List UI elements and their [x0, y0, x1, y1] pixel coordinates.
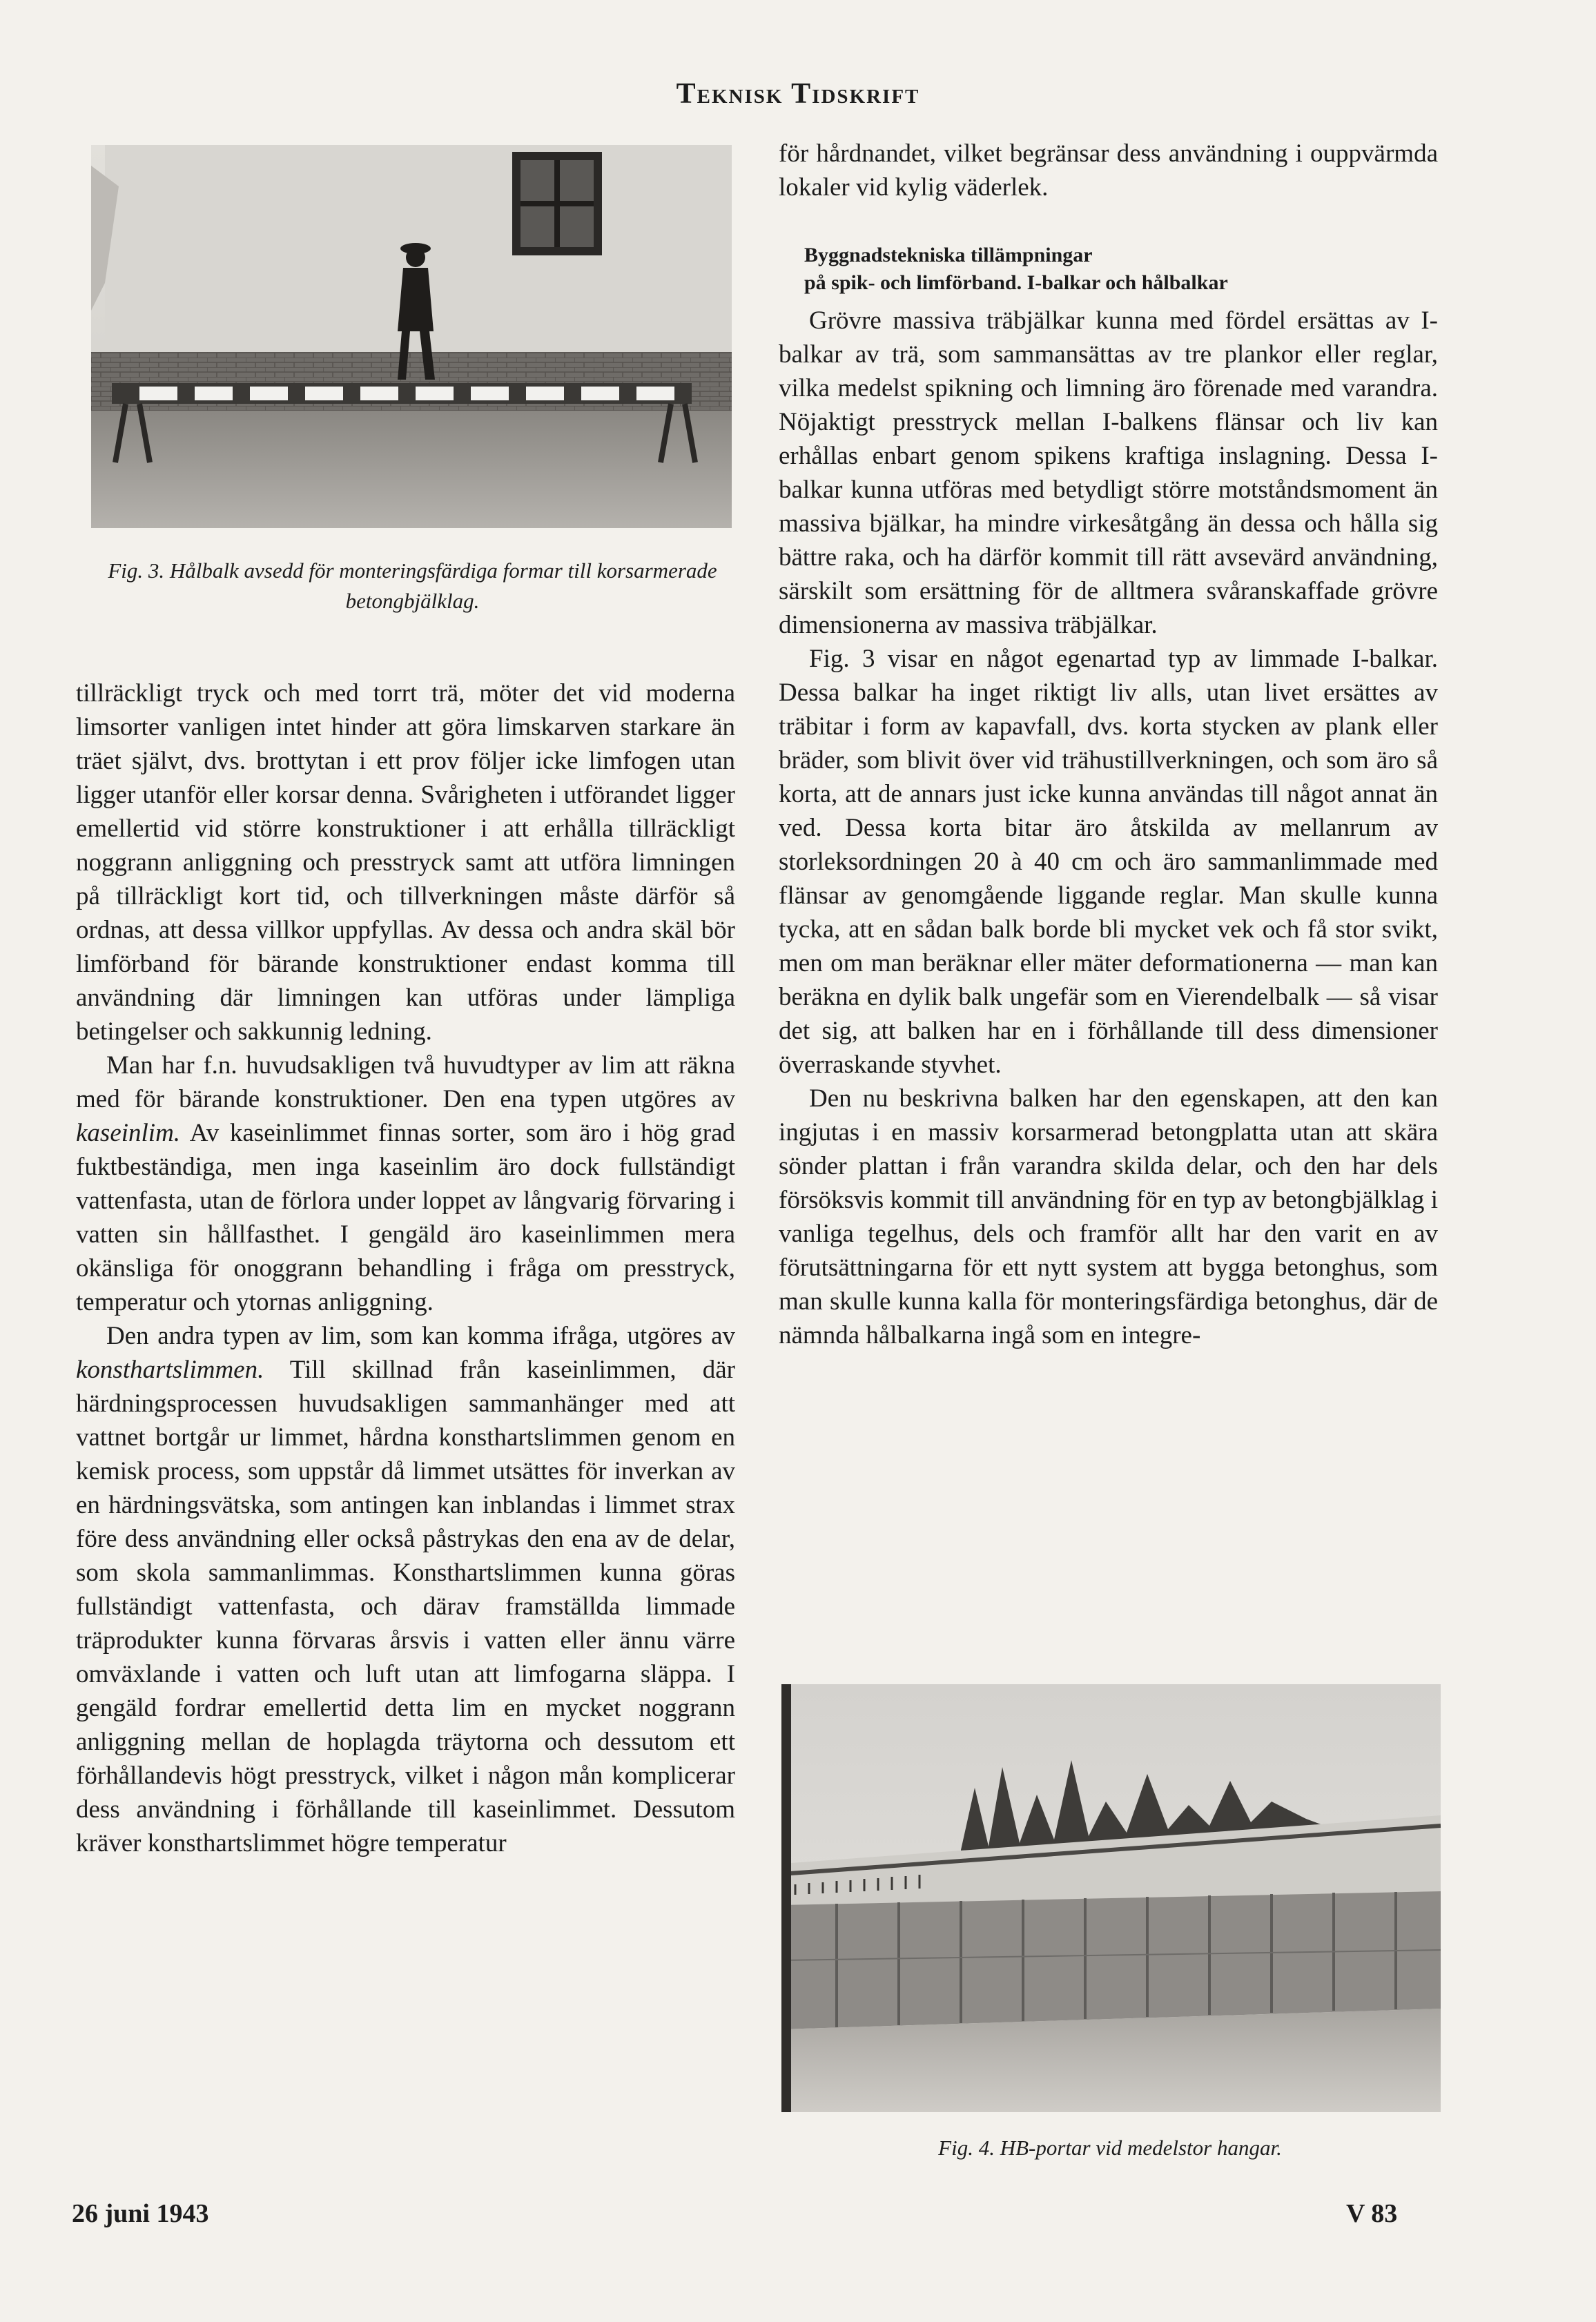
left-paragraph-2-text-b: Av kaseinlimmet finnas sorter, som äro i hög grad fuktbeständiga, men inga kaseinlim äro dock fullständigt vattenfasta, utan de förlora under loppet av långvarig förvaring i vatten sin hållfasthet. I gengäld äro kaseinlimmen mera okänsliga för onoggrann behandling i fråga om presstryck, temperatur och ytornas anliggning. — [76, 1119, 735, 1316]
right-paragraph-2: Fig. 3 visar en något egenartad typ av limmade I-balkar. Dessa balkar ha inget riktigt liv alls, utan livet ersättes av träbitar i form av kapavfall, dvs. korta stycken av plank eller bräder, som blivit över vid trähustillverkningen, och som äro så korta, att de annars just icke kunna användas till något annat än ved. Dessa korta bitar äro åtskilda av mellanrum av storleksordningen 20 à 40 cm och äro sammanlimmade med flänsar av genomgående liggande reglar. Man skulle kunna tycka, att en sådan balk borde bli mycket vek och få stor svikt, men om man beräknar eller mäter deformationerna — man kan beräkna en dylik balk ungefär som en Vierendelbalk — så visar det sig, att balken har en i förhållande till dess dimensioner överraskande styvhet. — [779, 645, 1438, 1079]
figure-3-photo — [91, 145, 732, 528]
left-paragraph-2 — [76, 1048, 735, 1319]
term-kaseinlim: kaseinlim. — [76, 1119, 181, 1147]
footer-page-number: V 83 — [1346, 2199, 1398, 2228]
left-paragraph-3-text-b: Till skillnad från kaseinlimmen, där härdningsprocessen huvudsakligen sammanhänger med att vattnet bortgår ur limmet, hårdna konsthartslimmen genom en kemisk process, som uppstår då limmet utsättes för inverkan av en härdningsvätska, som antingen kan inblandas i limmet strax före dess användning eller också påstrykas den ena av de delar, som skola sammanlimmas. Konsthartslimmen kunna göras fullständigt vattenfasta, och därav framställda limmade träprodukter kunna förvaras årsvis i vatten eller ännu värre omväxlande i vatten och luft utan att limfogarna släppa. I gengäld fordrar emellertid detta lim en mycket noggrann anliggning mellan de hoplagda träytorna och dessutom ett förhållandevis högt presstryck, vilket i någon mån komplicerar dess användning i förhållande till kaseinlimmet. Dessutom kräver konsthartslimmet högre temperatur — [76, 1356, 735, 1857]
figure-4-photo — [781, 1684, 1441, 2112]
subheading-line-2: på spik- och limförband. I-balkar och hålbalkar — [804, 271, 1228, 294]
right-column-main — [779, 304, 1438, 1352]
footer-date: 26 juni 1943 — [72, 2199, 209, 2228]
figure-3-caption: Fig. 3. Hålbalk avsedd för monteringsfärdiga formar till korsarmerade betongbjälklag. — [108, 558, 717, 613]
right-paragraph-0: för hårdnandet, vilket begränsar dess användning i ouppvärmda lokaler vid kylig väderlek. — [779, 139, 1438, 202]
journal-header: Teknisk Tidskrift — [676, 78, 920, 110]
right-paragraph-3: Den nu beskrivna balken har den egenskapen, att den kan ingjutas i en massiv korsarmerad betongplatta utan att skära sönder plattan i från varandra skilda delar, och den har dels försöksvis kommit till användning för en typ av betongbjälklag i vanliga tegelhus, dels och framför allt har den varit en av förutsättningarna för ett nytt system att bygga betonghus, som man skulle kunna kalla för monteringsfärdiga betonghus, där de nämnda hålbalkarna ingå som en integre- — [779, 1084, 1438, 1349]
hollow-beam-photo — [91, 145, 732, 528]
hangar-photo — [781, 1684, 1441, 2112]
term-konsthartslimmen: konsthartslimmen. — [76, 1356, 264, 1384]
left-paragraph-3 — [76, 1319, 735, 1860]
left-column — [76, 676, 735, 1860]
left-paragraph-2-text-a: Man har f.n. huvudsakligen två huvudtyper av lim att räkna med för bärande konstruktioner. Den ena typen utgöres av — [76, 1051, 735, 1113]
subheading-line-1: Byggnadstekniska tillämpningar — [804, 244, 1093, 266]
left-paragraph-3-text-a: Den andra typen av lim, som kan komma ifråga, utgöres av — [106, 1322, 735, 1350]
section-subheading — [804, 242, 1425, 297]
right-paragraph-1: Grövre massiva träbjälkar kunna med fördel ersättas av I-balkar av trä, som sammansättas av tre plankor eller reglar, vilka medelst spikning och limning äro förenade med varandra. Nöjaktigt presstryck mellan I-balkens flänsar och liv kan erhållas enbart genom spikens kraftiga inslagning. Dessa I-balkar kunna utföras med betydligt större motståndsmoment än massiva bjälkar, ha mindre virkesåtgång än dessa och hålla sig bättre raka, och ha därför kommit till rätt avsevärd användning, särskilt som ersättning för de alltmera svåranskaffade grövre dimensionerna av massiva träbjälkar. — [779, 306, 1438, 639]
figure-4-caption: Fig. 4. HB-portar vid medelstor hangar. — [938, 2136, 1282, 2160]
right-column-top — [779, 137, 1438, 204]
left-paragraph-1: tillräckligt tryck och med torrt trä, möter det vid moderna limsorter vanligen intet hinder att göra limskarven starkare än träet självt, dvs. brottytan i ett prov följer icke limfogen utan ligger utanför eller korsar denna. Svårigheten i utförandet ligger emellertid vid större konstruktioner i att erhålla tillräckligt noggrann anliggning och presstryck samt att utföra limningen på tillräckligt kort tid, och tillverkningen måste därför så ordnas, att dessa villkor uppfyllas. Av dessa och andra skäl bör limförband för bärande konstruktioner endast komma till användning där limningen kan utföras under lämpliga betingelser och sakkunnig ledning. — [76, 679, 735, 1046]
